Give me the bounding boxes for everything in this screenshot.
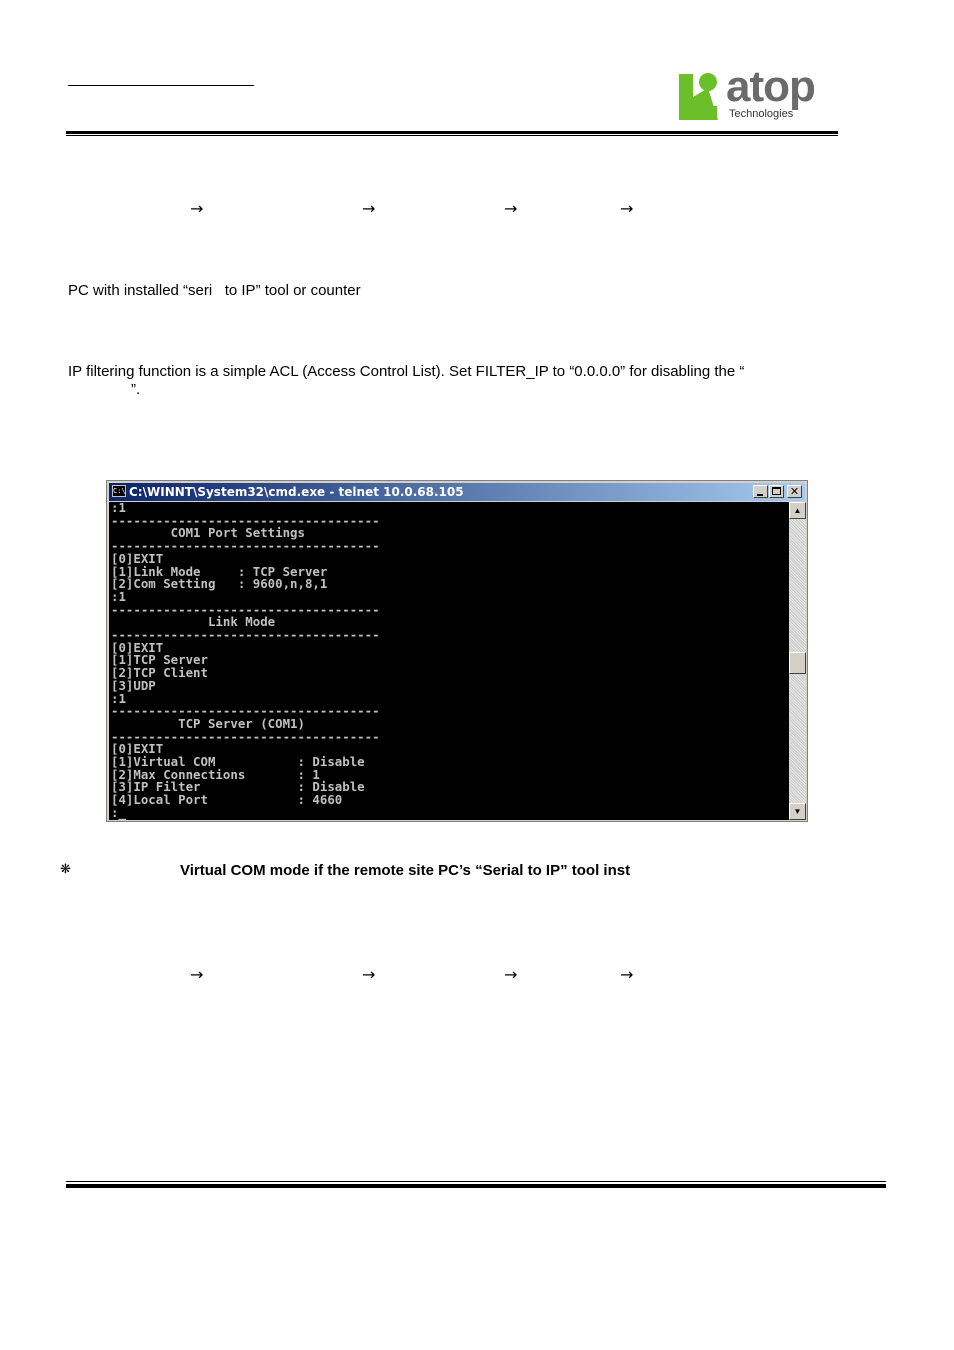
header-short-rule [68,85,254,86]
console-output[interactable] [109,502,789,820]
atop-logo [678,62,838,122]
vertical-scrollbar[interactable] [789,502,806,820]
scroll-thumb[interactable] [789,652,806,674]
paragraph-ip-filter: IP filtering function is a simple ACL (Access Control List). Set FILTER_IP to “0.0.0.0” for disabling the “ [68,363,745,380]
paragraph-ip-filter-end: ”. [131,381,141,398]
arrow-icon: → [620,199,634,218]
minimize-icon [757,494,763,496]
telnet-window[interactable] [106,480,808,822]
arrow-icon: → [190,965,204,984]
header-rule [66,131,838,134]
triangle-up-icon: ▲ [793,506,802,515]
arrow-icon: → [362,965,376,984]
maximize-button[interactable] [769,485,784,498]
note-bullet-icon: ❋ [60,862,71,877]
note-text: Virtual COM mode if the remote site PC’s “Serial to IP” tool inst [180,862,631,879]
arrow-icon: → [504,199,518,218]
scroll-down-button[interactable] [789,803,806,820]
window-titlebar[interactable] [109,483,805,501]
triangle-down-icon: ▼ [793,807,802,816]
logo-mark-icon [678,70,728,122]
arrow-icon: → [362,199,376,218]
console-text: :1 ------------------------------------ COM1 Port Settings ------------------------------------ [0]EXIT [1]Link Mode : TCP Server [2]Com Setting : 9600,n,8,1 :1 ------------------------------------ Link Mode ------------------------------------ [0]EXIT [1]TCP Server [2]TCP Client [3]UDP :1 ------------------------------------ TCP Server (COM1) ------------------------------------ [0]EXIT [1]Virtual COM : Disable [2]Max Connections : 1 [3]IP Filter : Disable [4]Local Port : 4660 :_ [111,502,380,820]
header-rule-thin [66,135,838,136]
window-title: C:\WINNT\System32\cmd.exe - telnet 10.0.68.105 [129,485,464,499]
close-icon: ✕ [789,485,800,498]
paragraph-pc-tool: PC with installed “seri to IP” tool or counter [68,282,361,299]
maximize-icon [772,487,781,495]
scroll-up-button[interactable] [789,502,806,519]
minimize-button[interactable] [753,485,768,498]
logo-word: atop [726,62,815,111]
arrow-icon: → [504,965,518,984]
footer-rule-thin [66,1181,886,1182]
footer-rule [66,1184,886,1188]
logo-tagline: Technologies [729,108,794,120]
arrow-icon: → [620,965,634,984]
arrow-icon: → [190,199,204,218]
cmd-icon: C:\ [113,487,126,495]
close-button[interactable] [787,485,802,498]
